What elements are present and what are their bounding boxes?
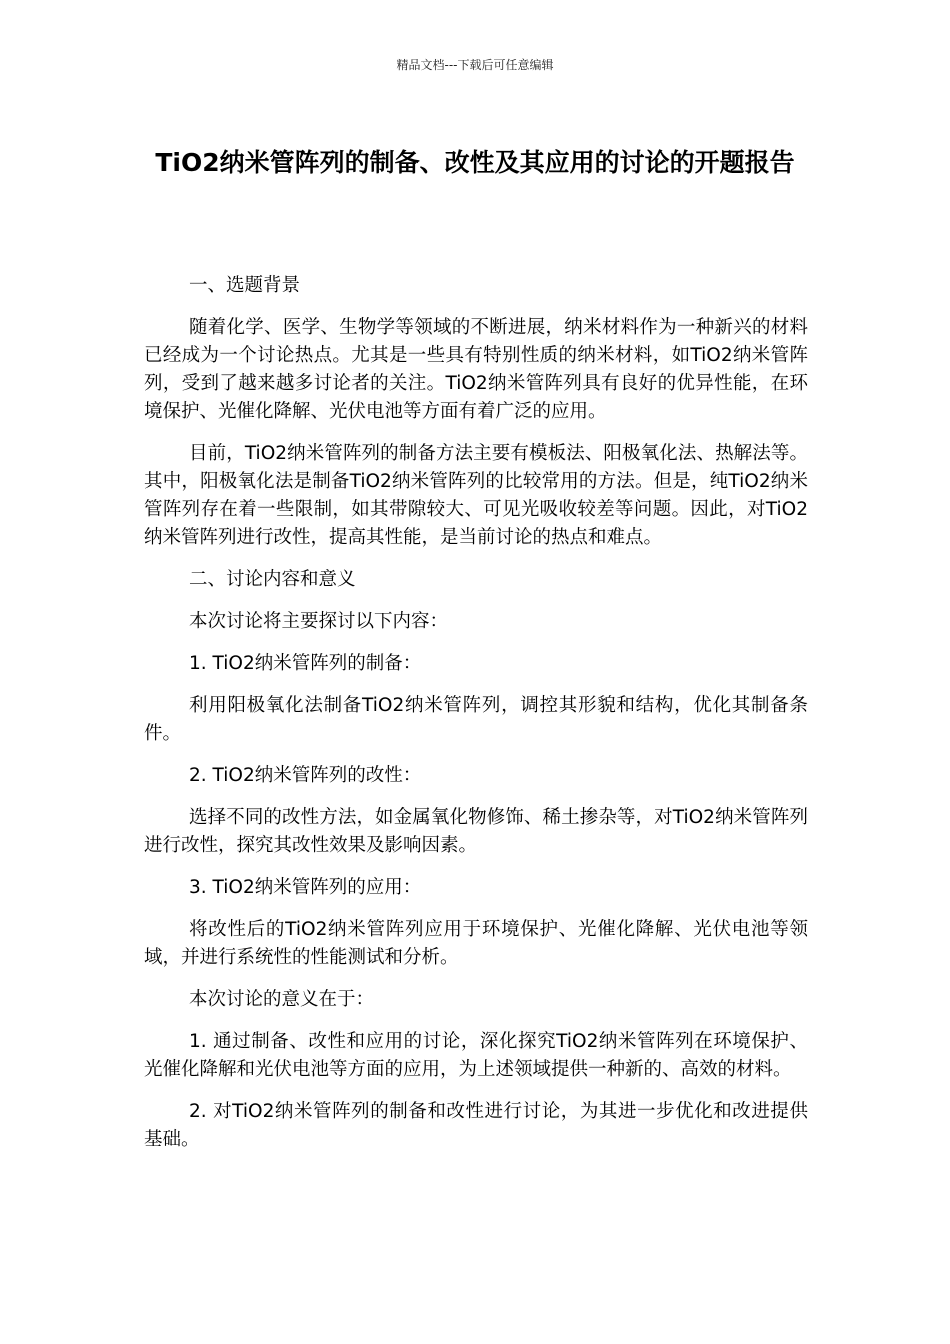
section-heading-background: 一、选题背景: [189, 275, 301, 296]
document-title: TiO2纳米管阵列的制备、改性及其应用的讨论的开题报告: [155, 148, 795, 177]
list-item-significance-2: 2. 对TiO2纳米管阵列的制备和改性进行讨论，为其进一步优化和改进提供基础。: [144, 1101, 808, 1150]
paragraph-significance-intro: 本次讨论的意义在于：: [189, 989, 375, 1010]
paragraph-content-intro: 本次讨论将主要探讨以下内容：: [189, 611, 449, 632]
document-body: [144, 272, 808, 1168]
list-item-heading-modification: 2. TiO2纳米管阵列的改性：: [189, 765, 422, 786]
paragraph-application: 将改性后的TiO2纳米管阵列应用于环境保护、光催化降解、光伏电池等领域，并进行系统性的性能测试和分析。: [144, 919, 808, 968]
page-header-watermark: 精品文档---下载后可任意编辑: [396, 58, 554, 72]
paragraph-preparation: 利用阳极氧化法制备TiO2纳米管阵列，调控其形貌和结构，优化其制备条件。: [144, 695, 808, 744]
section-heading-content-significance: 二、讨论内容和意义: [189, 569, 356, 590]
list-item-significance-1: 1. 通过制备、改性和应用的讨论，深化探究TiO2纳米管阵列在环境保护、光催化降解和光伏电池等方面的应用，为上述领域提供一种新的、高效的材料。: [144, 1031, 808, 1080]
paragraph-modification: 选择不同的改性方法，如金属氧化物修饰、稀土掺杂等，对TiO2纳米管阵列进行改性，探究其改性效果及影响因素。: [144, 807, 808, 856]
list-item-heading-preparation: 1. TiO2纳米管阵列的制备：: [189, 653, 422, 674]
paragraph-background-methods: 目前，TiO2纳米管阵列的制备方法主要有模板法、阳极氧化法、热解法等。其中，阳极氧化法是制备TiO2纳米管阵列的比较常用的方法。但是，纯TiO2纳米管阵列存在着一些限制，如其带隙较大、可见光吸收较差等问题。因此，对TiO2纳米管阵列进行改性，提高其性能，是当前讨论的热点和难点。: [144, 443, 808, 548]
paragraph-background-intro: 随着化学、医学、生物学等领域的不断进展，纳米材料作为一种新兴的材料已经成为一个讨论热点。尤其是一些具有特别性质的纳米材料，如TiO2纳米管阵列，受到了越来越多讨论者的关注。TiO2纳米管阵列具有良好的优异性能，在环境保护、光催化降解、光伏电池等方面有着广泛的应用。: [144, 317, 808, 422]
list-item-heading-application: 3. TiO2纳米管阵列的应用：: [189, 877, 422, 898]
